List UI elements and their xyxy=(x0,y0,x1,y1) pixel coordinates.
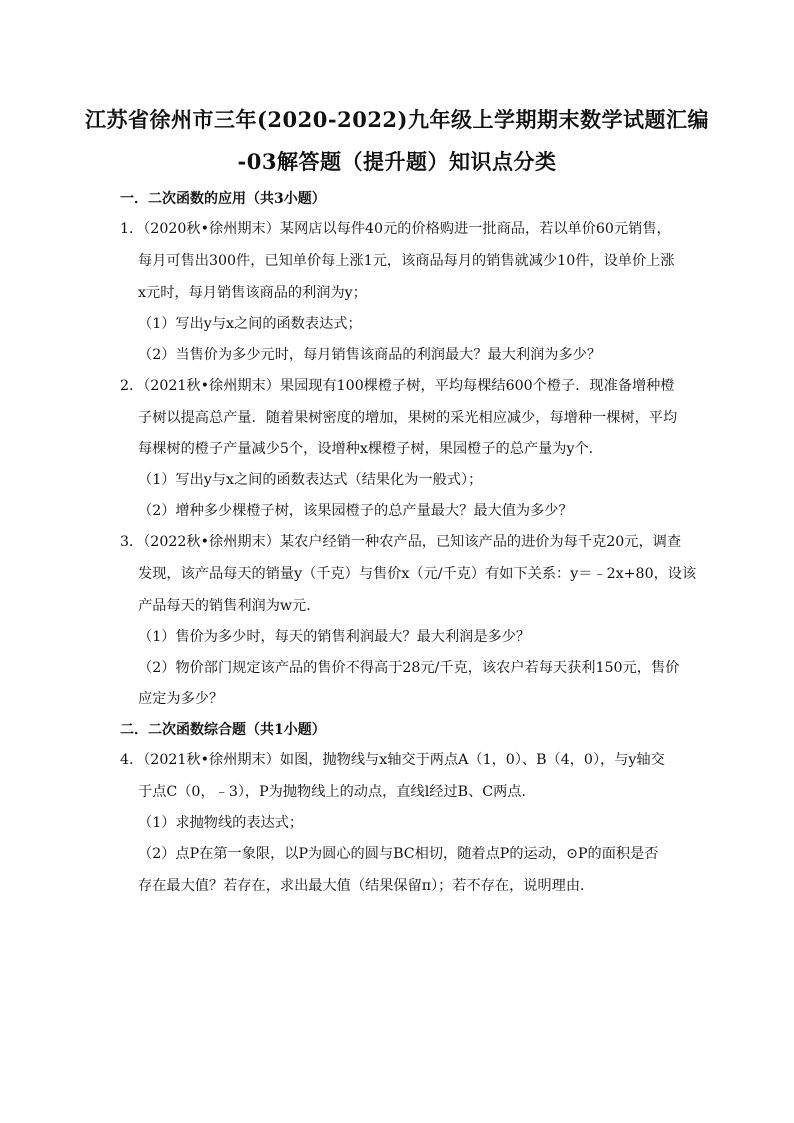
question-2-line-2: 子树以提高总产量．随着果树密度的增加，果树的采光相应减少，每增种一棵树，平均 xyxy=(138,410,678,426)
question-2-line-1: 2．（2021秋•徐州期末）果园现有100棵橙子树，平均每棵结600个橙子．现准备增种橙 xyxy=(120,378,675,394)
question-2-part-1: （1）写出y与x之间的函数表达式（结果化为一般式）； xyxy=(138,472,483,488)
question-3-part-2-cont: 应定为多少？ xyxy=(138,691,224,707)
question-1-line-1: 1．（2020秋•徐州期末）某网店以每件40元的价格购进一批商品，若以单价60元销售， xyxy=(120,221,671,237)
question-4-line-1: 4．（2021秋•徐州期末）如图，抛物线与x轴交于两点A（1，0）、B（4，0），与y轴交 xyxy=(120,752,665,768)
question-3-part-2: （2）物价部门规定该产品的售价不得高于28元/千克，该农户若每天获利150元，售价 xyxy=(138,660,680,676)
question-1-line-2: 每月可售出300件，已知单价每上涨1元，该商品每月的销售就减少10件，设单价上涨 xyxy=(138,253,675,269)
document-title-line-2: -03解答题（提升题）知识点分类 xyxy=(237,149,557,174)
section-heading-quadratic-application: 一．二次函数的应用（共3小题） xyxy=(120,191,326,207)
question-3-line-2: 发现，该产品每天的销量y（千克）与售价x（元/千克）有如下关系：y＝﹣2x+80，设该 xyxy=(138,566,697,582)
question-2-line-3: 每棵树的橙子产量减少5个，设增种x棵橙子树，果园橙子的总产量为y个． xyxy=(138,441,603,457)
question-1-part-1: （1）写出y与x之间的函数表达式； xyxy=(138,316,362,332)
question-3-line-3: 产品每天的销售利润为w元． xyxy=(138,598,321,614)
document-title-line-1: 江苏省徐州市三年(2020-2022)九年级上学期期末数学试题汇编 xyxy=(85,107,709,132)
section-heading-quadratic-comprehensive: 二．二次函数综合题（共1小题） xyxy=(120,722,326,738)
question-3-line-1: 3．（2022秋•徐州期末）某农户经销一种农产品，已知该产品的进价为每千克20元，调查 xyxy=(120,534,682,550)
question-1-part-2: （2）当售价为多少元时，每月销售该商品的利润最大？最大利润为多少？ xyxy=(138,347,602,363)
question-4-part-2-cont: 存在最大值？若存在，求出最大值（结果保留π）；若不存在，说明理由． xyxy=(138,878,595,894)
question-4-part-2: （2）点P在第一象限，以P为圆心的圆与BC相切，随着点P的运动，⊙P的面积是否 xyxy=(138,846,659,862)
question-4-part-1: （1）求抛物线的表达式； xyxy=(138,815,304,831)
question-3-part-1: （1）售价为多少时，每天的销售利润最大？最大利润是多少？ xyxy=(138,629,531,645)
question-4-line-2: 于点C（0，﹣3），P为抛物线上的动点，直线l经过B、C两点． xyxy=(138,784,536,800)
question-2-part-2: （2）增种多少棵橙子树，该果园橙子的总产量最大？最大值为多少？ xyxy=(138,503,573,519)
question-1-line-3: x元时，每月销售该商品的利润为y； xyxy=(138,285,367,301)
